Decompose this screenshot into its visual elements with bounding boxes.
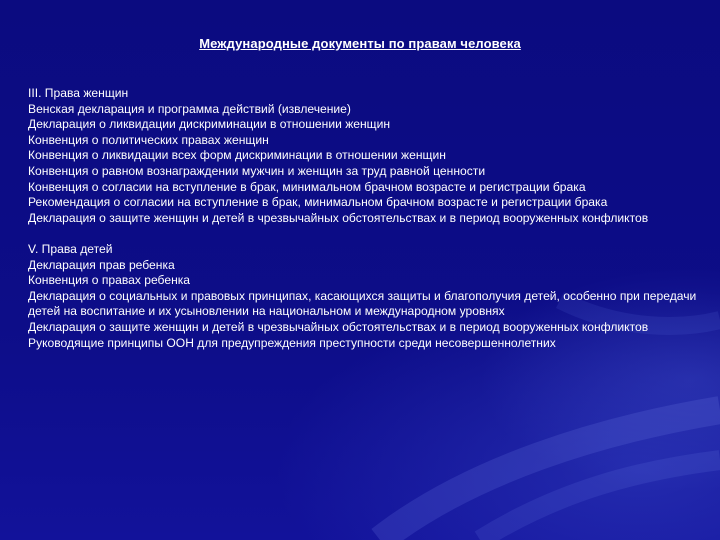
list-item: Конвенция о политических правах женщин [28,132,269,147]
list-item: Руководящие принципы ООН для предупреждения преступности среди несовершеннолетних [28,335,556,350]
list-item: Венская декларация и программа действий (извлечение) [28,101,351,116]
list-item: Рекомендация о согласии на вступление в брак, минимальном брачном возрасте и регистрации брака [28,195,608,210]
list-item: Декларация прав ребенка [28,257,175,272]
list-item: Декларация о социальных и правовых принципах, касающихся защиты и благополучия детей, особенно при передачи детей на воспитание и их усыновлении на национальном и международном уровнях [28,288,697,319]
list-item: Конвенция о равном вознаграждении мужчин и женщин за труд равной ценности [28,163,486,178]
section-womens-rights [28,86,698,226]
slide-content [28,86,698,351]
list-item: Конвенция о правах ребенка [28,273,191,288]
section-heading: V. Права детей [28,241,113,256]
list-item: Декларация о ликвидации дискриминации в отношении женщин [28,117,391,132]
slide-title: Международные документы по правам человека [199,36,521,51]
list-item: Конвенция о ликвидации всех форм дискриминации в отношении женщин [28,148,446,163]
section-childrens-rights [28,242,698,351]
list-item: Декларация о защите женщин и детей в чрезвычайных обстоятельствах и в период вооруженных конфликтов [28,210,649,225]
section-heading: III. Права женщин [28,86,129,100]
list-item: Декларация о защите женщин и детей в чрезвычайных обстоятельствах и в период вооруженных конфликтов [28,319,649,334]
list-item: Конвенция о согласии на вступление в брак, минимальном брачном возрасте и регистрации брака [28,179,586,194]
